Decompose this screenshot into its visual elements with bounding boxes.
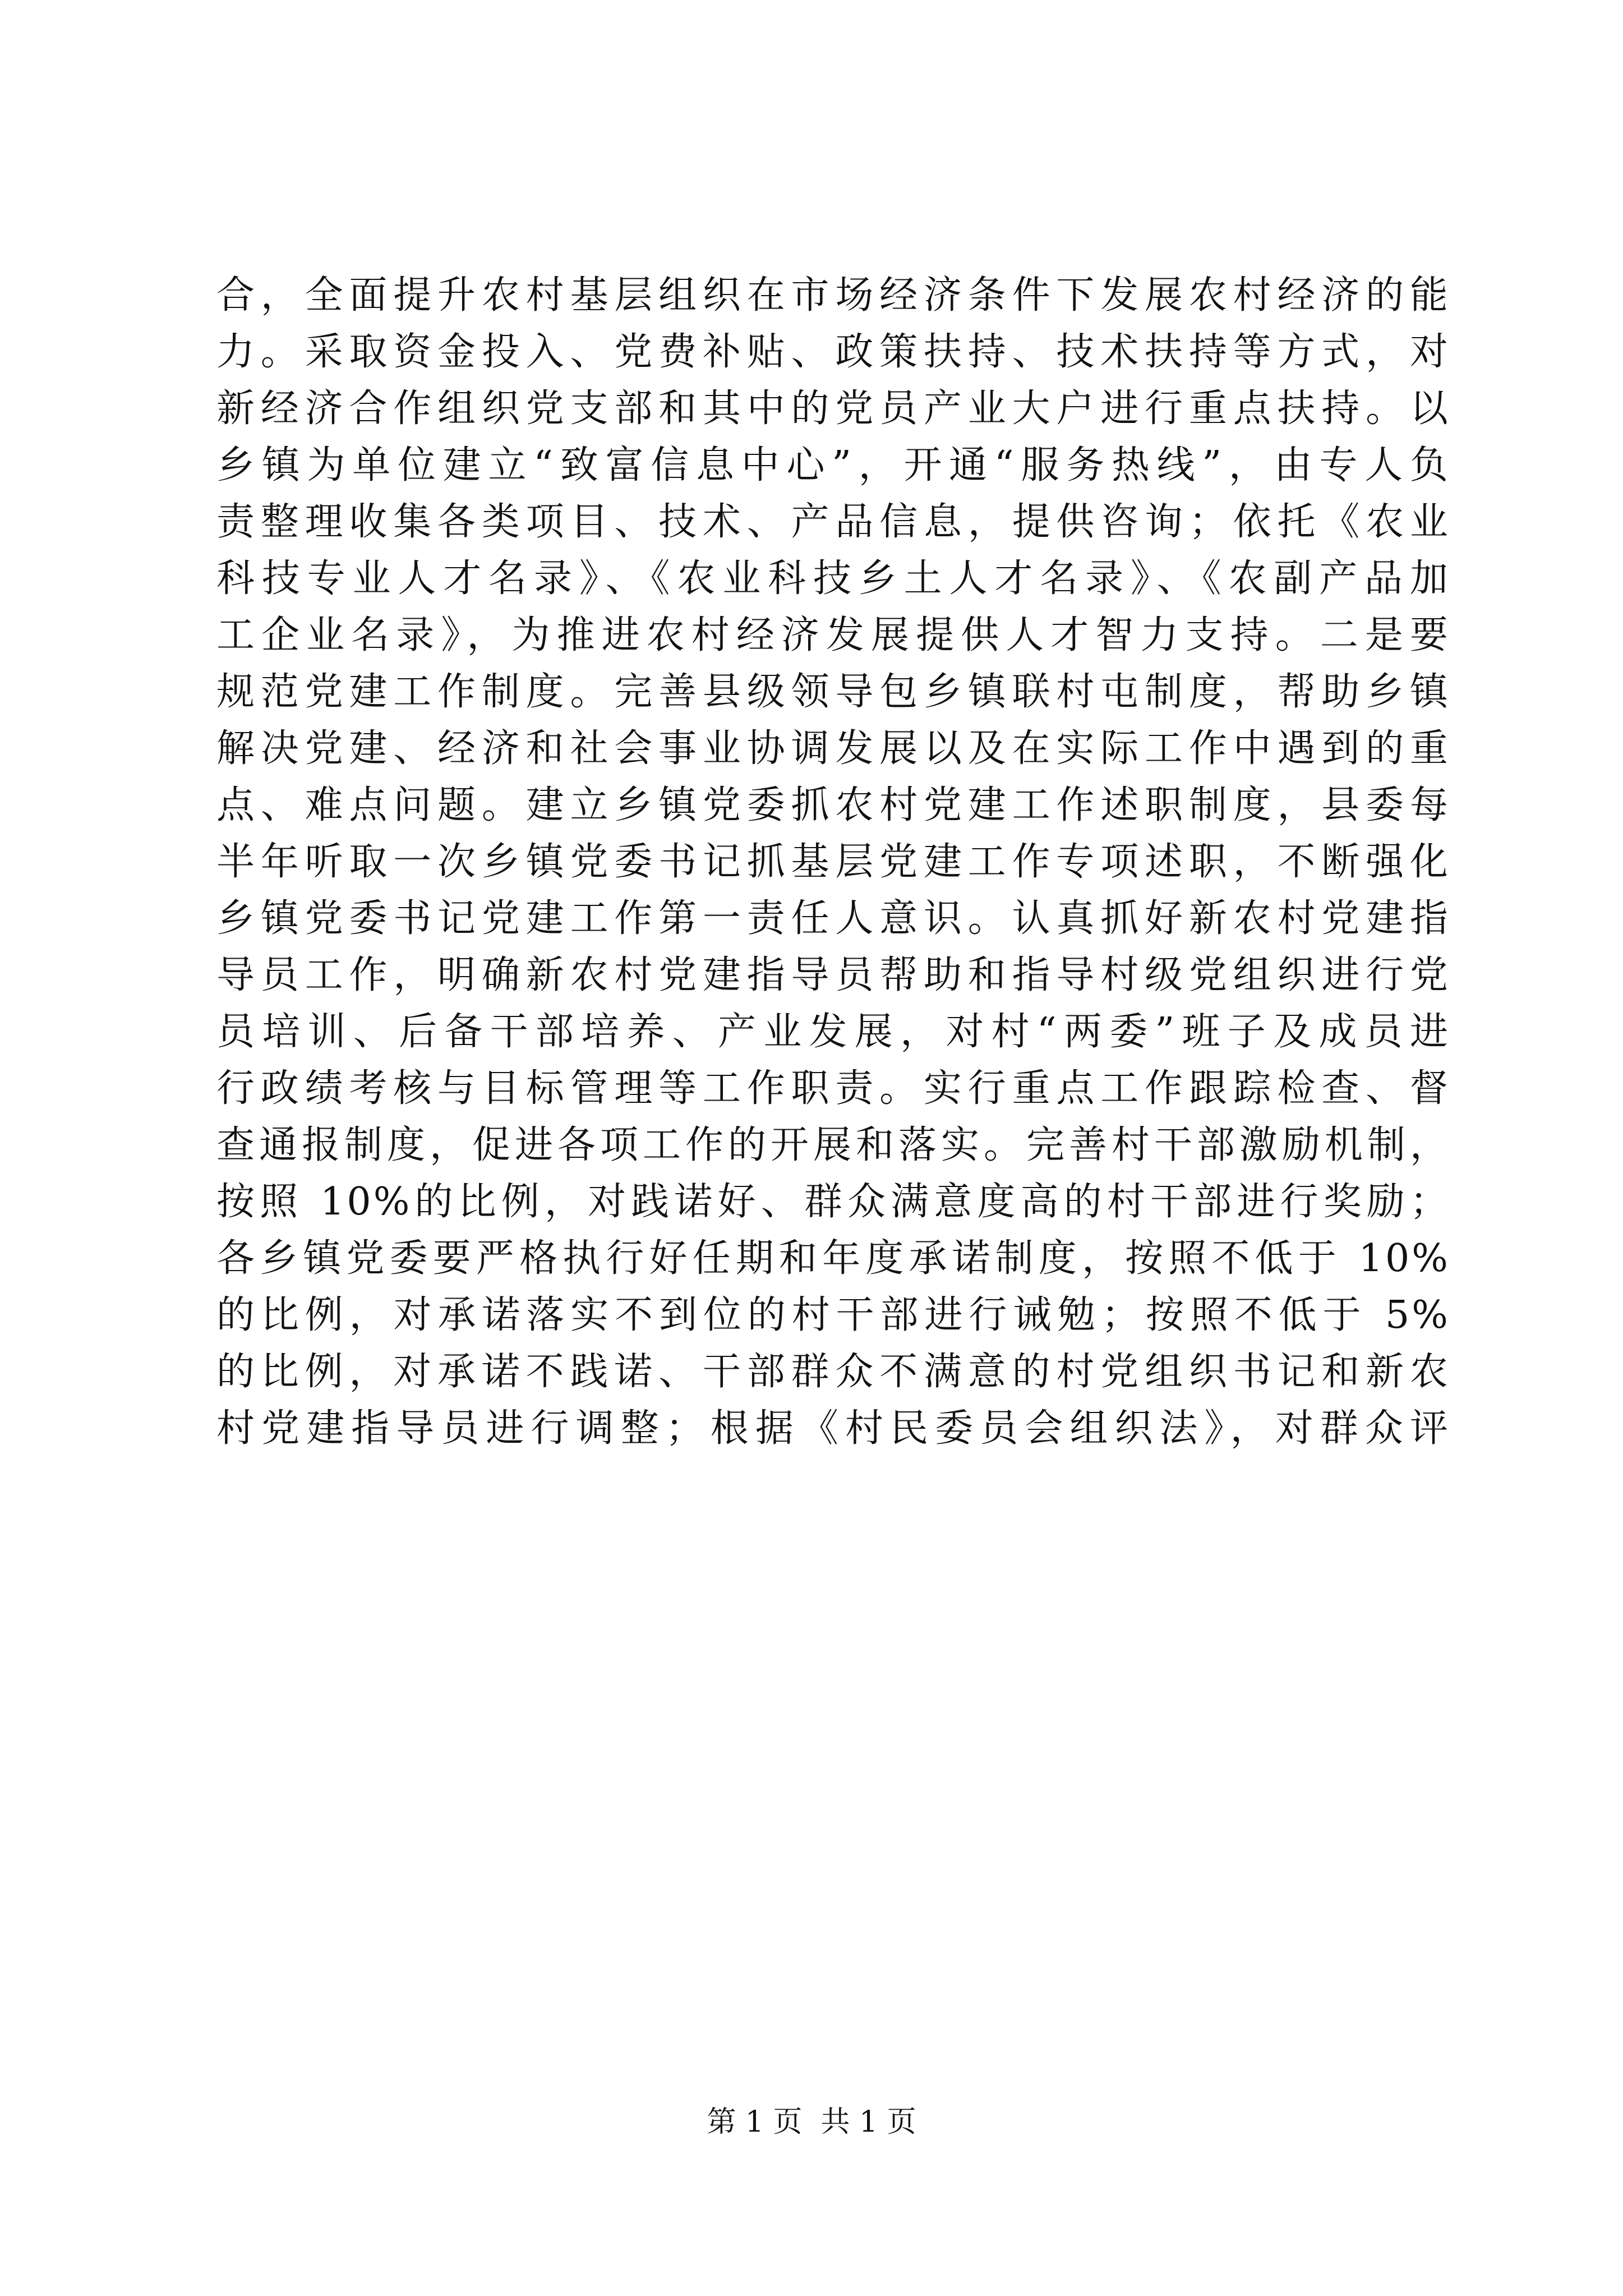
text-line: 的比例，对承诺落实不到位的村干部进行诫勉；按照不低于 5% — [216, 1293, 1450, 1337]
page-number-footer: 第 1 页 共 1 页 — [707, 2105, 916, 2139]
text-line: 解决党建、经济和社会事业协调发展以及在实际工作中遇到的重 — [216, 726, 1450, 771]
text-line: 合，全面提升农村基层组织在市场经济条件下发展农村经济的能 — [216, 273, 1450, 318]
text-line: 力。采取资金投入、党费补贴、政策扶持、技术扶持等方式，对 — [216, 330, 1450, 374]
text-line: 村党建指导员进行调整；根据《村民委员会组织法》，对群众评 — [216, 1406, 1450, 1451]
text-line: 点、难点问题。建立乡镇党委抓农村党建工作述职制度，县委每 — [216, 783, 1450, 827]
text-line: 责整理收集各类项目、技术、产品信息，提供咨询；依托《农业 — [216, 500, 1450, 544]
text-line: 半年听取一次乡镇党委书记抓基层党建工作专项述职，不断强化 — [216, 840, 1450, 884]
text-line: 规范党建工作制度。完善县级领导包乡镇联村屯制度，帮助乡镇 — [216, 670, 1450, 714]
text-line: 乡镇党委书记党建工作第一责任人意识。认真抓好新农村党建指 — [216, 896, 1450, 941]
body-text — [216, 267, 1450, 1457]
text-line: 行政绩考核与目标管理等工作职责。实行重点工作跟踪检查、督 — [216, 1066, 1450, 1111]
text-line: 工企业名录》，为推进农村经济发展提供人才智力支持。二是要 — [216, 613, 1450, 657]
text-line: 按照 10%的比例，对践诺好、群众满意度高的村干部进行奖励； — [216, 1180, 1450, 1224]
text-line: 乡镇为单位建立“致富信息中心”，开通“服务热线”，由专人负 — [216, 443, 1450, 487]
text-line: 新经济合作组织党支部和其中的党员产业大户进行重点扶持。以 — [216, 386, 1450, 431]
text-line: 查通报制度，促进各项工作的开展和落实。完善村干部激励机制， — [216, 1123, 1450, 1167]
text-line: 的比例，对承诺不践诺、干部群众不满意的村党组织书记和新农 — [216, 1350, 1450, 1394]
text-line: 科技专业人才名录》、《农业科技乡土人才名录》、《农副产品加 — [216, 556, 1450, 601]
text-line: 各乡镇党委要严格执行好任期和年度承诺制度，按照不低于 10% — [216, 1236, 1450, 1281]
text-line: 导员工作，明确新农村党建指导员帮助和指导村级党组织进行党 — [216, 953, 1450, 997]
text-line: 员培训、后备干部培养、产业发展，对村“两委”班子及成员进 — [216, 1010, 1450, 1054]
